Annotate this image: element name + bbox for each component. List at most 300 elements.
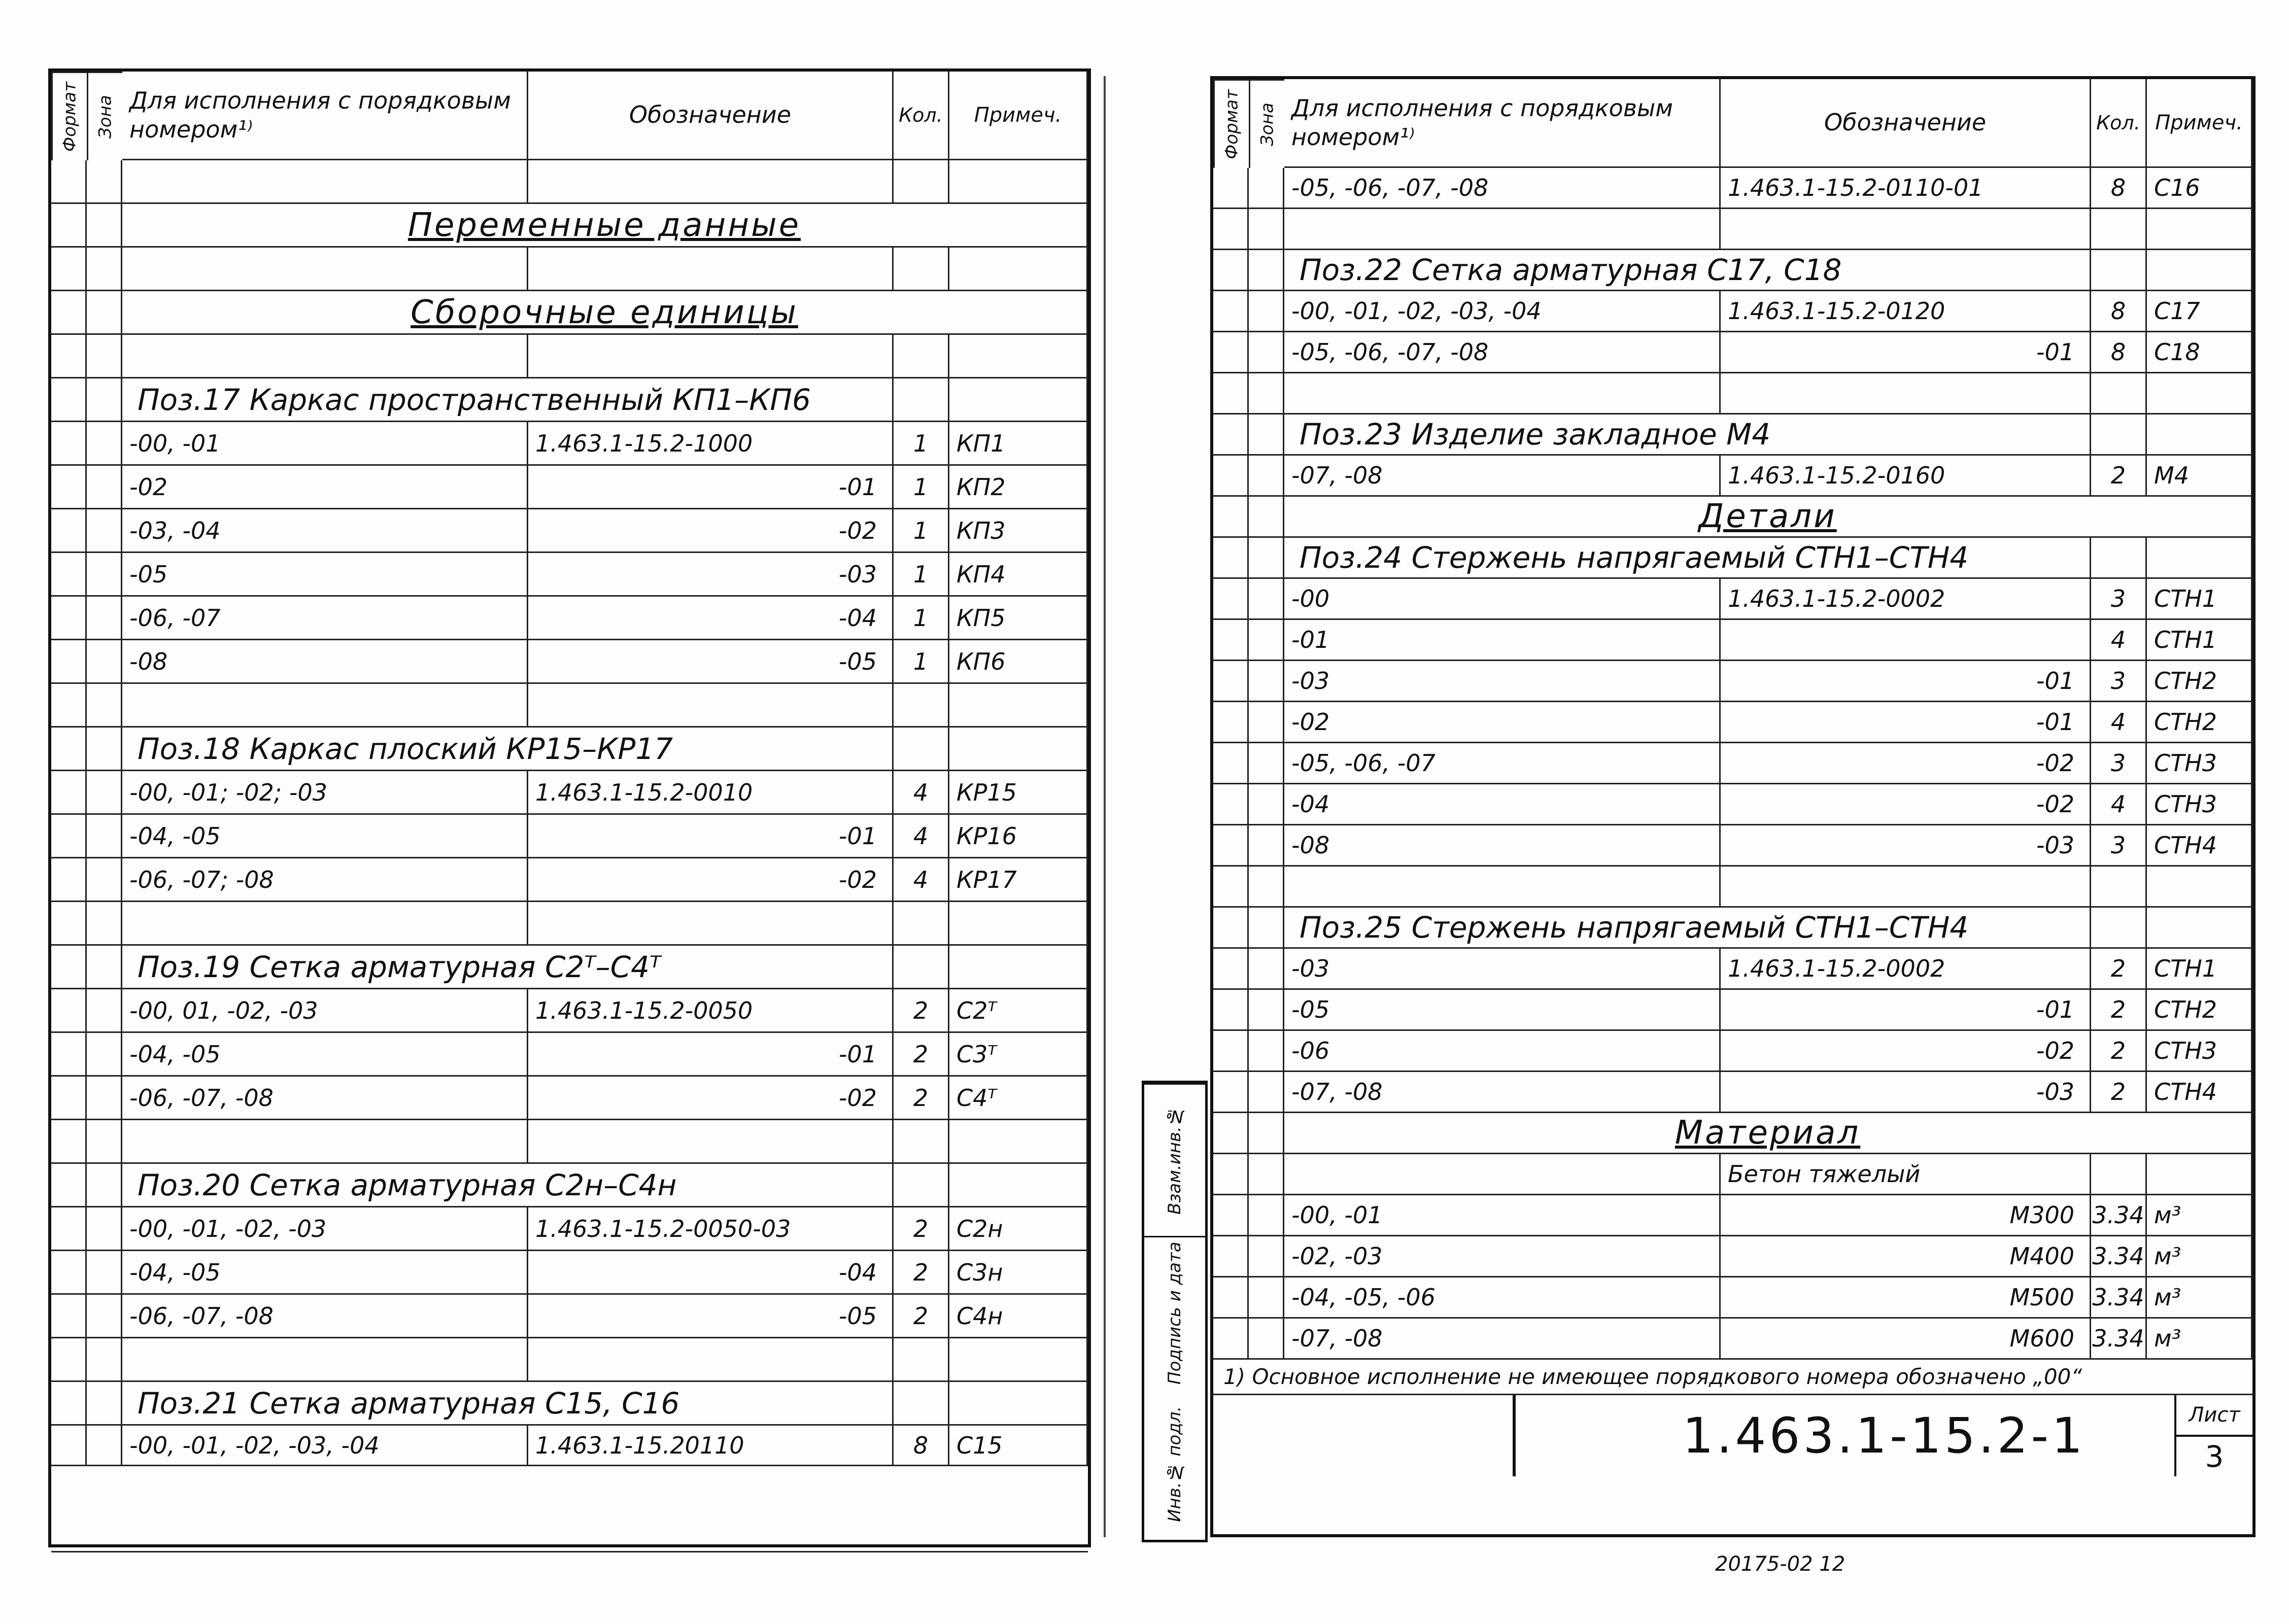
note-cell	[949, 946, 1088, 989]
variant-cell: -03	[1284, 949, 1721, 990]
zone-cell	[1249, 332, 1284, 373]
note-cell: С15	[949, 1426, 1088, 1466]
variant-cell: -06	[1284, 1031, 1721, 1072]
variant-cell	[1284, 373, 1721, 414]
header-quantity: Кол.	[2091, 79, 2147, 168]
variant-cell: -05, -06, -07	[1284, 743, 1721, 784]
format-cell	[1213, 1072, 1249, 1113]
variant-cell: -07, -08	[1284, 1319, 1721, 1360]
quantity-cell: 3.34	[2091, 1319, 2147, 1360]
note-cell	[2147, 250, 2252, 291]
note-cell	[949, 1338, 1088, 1382]
zone-cell	[1249, 414, 1284, 456]
note-cell	[2147, 538, 2252, 579]
note-cell	[2147, 908, 2252, 949]
sheet-label: Лист	[2189, 1403, 2240, 1427]
designation-cell: 1.463.1-15.2-0002	[1721, 949, 2091, 990]
designation-cell: -01	[528, 815, 894, 858]
designation-cell	[528, 160, 894, 204]
quantity-cell	[894, 248, 949, 291]
zone-cell	[1249, 373, 1284, 414]
designation-cell: -02	[528, 509, 894, 553]
zone-cell	[87, 466, 122, 509]
variant-cell	[122, 160, 528, 204]
quantity-cell: 2	[894, 1251, 949, 1295]
note-cell: СТН1	[2147, 620, 2252, 661]
section-title: Сборочные единицы	[122, 291, 1088, 335]
header-note: Примеч.	[949, 72, 1088, 160]
zone-cell	[87, 1426, 122, 1466]
format-cell	[51, 1382, 87, 1426]
variant-cell: -00, -01; -02; -03	[122, 771, 528, 815]
variant-cell: -05, -06, -07, -08	[1284, 332, 1721, 373]
zone-cell	[1249, 1236, 1284, 1277]
variant-cell: -05	[122, 553, 528, 597]
zone-cell	[1249, 784, 1284, 825]
format-cell	[1213, 825, 1249, 867]
zone-cell	[1249, 1319, 1284, 1360]
zone-cell	[87, 1164, 122, 1207]
designation-cell: -04	[528, 1251, 894, 1295]
zone-cell	[1249, 456, 1284, 497]
format-cell	[51, 1338, 87, 1382]
format-cell	[51, 1207, 87, 1251]
designation-cell: 1.463.1-15.2-0160	[1721, 456, 2091, 497]
designation-cell: -01	[1721, 990, 2091, 1031]
quantity-cell: 1	[894, 466, 949, 509]
note-cell: КР15	[949, 771, 1088, 815]
note-cell: М4	[2147, 456, 2252, 497]
variant-cell	[122, 335, 528, 378]
variant-cell: -06, -07, -08	[122, 1295, 528, 1338]
note-cell: СТН2	[2147, 990, 2252, 1031]
format-cell	[1213, 250, 1249, 291]
zone-cell	[87, 1207, 122, 1251]
note-cell: СТН3	[2147, 1031, 2252, 1072]
designation-cell: Бетон тяжелый	[1721, 1154, 2091, 1195]
format-cell	[1213, 620, 1249, 661]
format-cell	[1213, 1031, 1249, 1072]
variant-cell	[122, 1338, 528, 1382]
quantity-cell	[894, 335, 949, 378]
quantity-cell: 1	[894, 553, 949, 597]
format-cell	[51, 248, 87, 291]
format-cell	[1213, 168, 1249, 209]
position-heading: Поз.24 Стержень напрягаемый СТН1–СТН4	[1284, 538, 2091, 579]
format-cell	[51, 728, 87, 771]
note-cell	[949, 1164, 1088, 1207]
quantity-cell: 3	[2091, 661, 2147, 702]
sheet-number: 3	[2176, 1435, 2252, 1476]
note-cell: С4н	[949, 1295, 1088, 1338]
format-cell	[51, 291, 87, 335]
specification-sheet-2	[48, 68, 1091, 1547]
format-cell	[1213, 990, 1249, 1031]
margin-stamp-strip	[1142, 1081, 1208, 1542]
format-cell	[51, 989, 87, 1033]
quantity-cell	[894, 1164, 949, 1207]
variant-cell: -05	[1284, 990, 1721, 1031]
variant-cell: -06, -07, -08	[122, 1077, 528, 1120]
zone-cell	[1249, 250, 1284, 291]
variant-cell: -02	[122, 466, 528, 509]
zone-cell	[87, 553, 122, 597]
format-cell	[51, 422, 87, 466]
zone-cell	[1249, 867, 1284, 908]
designation-cell: 1.463.1-15.2-1000	[528, 422, 894, 466]
designation-cell: -01	[1721, 661, 2091, 702]
designation-cell: -03	[528, 553, 894, 597]
header-variant: Для исполнения с порядковым номером¹⁾	[122, 72, 528, 160]
format-cell	[1213, 661, 1249, 702]
variant-cell: -02, -03	[1284, 1236, 1721, 1277]
designation-cell: 1.463.1-15.2-0010	[528, 771, 894, 815]
quantity-cell: 1	[894, 640, 949, 684]
note-cell	[2147, 867, 2252, 908]
quantity-cell: 1	[894, 422, 949, 466]
quantity-cell: 4	[2091, 620, 2147, 661]
header-quantity: Кол.	[894, 72, 949, 160]
zone-cell	[87, 1295, 122, 1338]
designation-cell: М400	[1721, 1236, 2091, 1277]
note-cell: СТН4	[2147, 825, 2252, 867]
note-cell: С16	[2147, 168, 2252, 209]
zone-cell	[87, 1251, 122, 1295]
variant-cell: -05, -06, -07, -08	[1284, 168, 1721, 209]
variant-cell: -04, -05, -06	[1284, 1277, 1721, 1319]
note-cell	[949, 1120, 1088, 1164]
format-cell	[51, 1033, 87, 1077]
format-cell	[51, 640, 87, 684]
format-cell	[1213, 949, 1249, 990]
variant-cell: -02	[1284, 702, 1721, 743]
note-cell	[949, 160, 1088, 204]
designation-cell	[528, 1338, 894, 1382]
format-cell	[51, 684, 87, 728]
zone-cell	[87, 597, 122, 640]
quantity-cell: 4	[894, 858, 949, 902]
quantity-cell	[894, 728, 949, 771]
zone-cell	[87, 204, 122, 248]
margin-field-original-inventory: Инв.№ подл.	[1165, 1406, 1185, 1523]
position-heading: Поз.17 Каркас пространственный КП1–КП6	[122, 378, 894, 422]
format-cell	[1213, 332, 1249, 373]
note-cell: С2н	[949, 1207, 1088, 1251]
format-cell	[51, 204, 87, 248]
zone-cell	[87, 1120, 122, 1164]
quantity-cell	[2091, 250, 2147, 291]
quantity-cell: 2	[2091, 990, 2147, 1031]
variant-cell: -08	[1284, 825, 1721, 867]
zone-cell	[87, 684, 122, 728]
format-cell	[1213, 209, 1249, 250]
variant-cell	[1284, 209, 1721, 250]
variant-cell: -07, -08	[1284, 1072, 1721, 1113]
format-cell	[51, 1120, 87, 1164]
quantity-cell	[894, 1120, 949, 1164]
designation-cell: -02	[1721, 784, 2091, 825]
zone-cell	[1249, 291, 1284, 332]
zone-cell	[87, 248, 122, 291]
variant-cell	[122, 248, 528, 291]
section-title: Материал	[1284, 1113, 2252, 1154]
format-cell	[51, 509, 87, 553]
designation-cell	[528, 684, 894, 728]
position-heading: Поз.19 Сетка арматурная С2ᵀ–С4ᵀ	[122, 946, 894, 989]
quantity-cell	[894, 1338, 949, 1382]
note-cell: КР17	[949, 858, 1088, 902]
format-cell	[1213, 456, 1249, 497]
quantity-cell	[894, 946, 949, 989]
quantity-cell: 8	[894, 1426, 949, 1466]
note-cell	[2147, 209, 2252, 250]
quantity-cell: 4	[2091, 784, 2147, 825]
quantity-cell: 2	[894, 1077, 949, 1120]
zone-cell	[87, 378, 122, 422]
quantity-cell	[894, 160, 949, 204]
format-cell	[51, 771, 87, 815]
format-cell	[1213, 538, 1249, 579]
quantity-cell: 4	[2091, 702, 2147, 743]
quantity-cell	[894, 902, 949, 946]
zone-cell	[1249, 579, 1284, 620]
note-cell: КП3	[949, 509, 1088, 553]
designation-cell: -02	[528, 858, 894, 902]
header-zone: Зона	[1249, 79, 1284, 168]
quantity-cell: 2	[894, 1207, 949, 1251]
designation-cell: М300	[1721, 1195, 2091, 1236]
zone-cell	[1249, 825, 1284, 867]
quantity-cell: 2	[894, 1295, 949, 1338]
variant-cell: -00, -01, -02, -03, -04	[122, 1426, 528, 1466]
format-cell	[1213, 743, 1249, 784]
header-zone: Зона	[87, 72, 122, 160]
note-cell	[2147, 414, 2252, 456]
quantity-cell: 3.34	[2091, 1195, 2147, 1236]
format-cell	[1213, 702, 1249, 743]
designation-cell: -03	[1721, 1072, 2091, 1113]
note-cell	[2147, 1154, 2252, 1195]
quantity-cell	[2091, 414, 2147, 456]
designation-cell: -04	[528, 597, 894, 640]
header-designation: Обозначение	[1721, 79, 2091, 168]
note-cell: СТН1	[2147, 579, 2252, 620]
note-cell: м³	[2147, 1195, 2252, 1236]
zone-cell	[1249, 497, 1284, 538]
quantity-cell: 3.34	[2091, 1277, 2147, 1319]
designation-cell: -03	[1721, 825, 2091, 867]
note-cell	[949, 902, 1088, 946]
format-cell	[1213, 414, 1249, 456]
zone-cell	[87, 335, 122, 378]
note-cell: С3н	[949, 1251, 1088, 1295]
quantity-cell	[894, 378, 949, 422]
zone-cell	[87, 1338, 122, 1382]
format-cell	[1213, 1236, 1249, 1277]
zone-cell	[1249, 661, 1284, 702]
zone-cell	[1249, 1195, 1284, 1236]
designation-cell: -02	[528, 1077, 894, 1120]
quantity-cell	[894, 684, 949, 728]
format-cell	[51, 1164, 87, 1207]
format-cell	[51, 378, 87, 422]
zone-cell	[87, 291, 122, 335]
note-cell	[2147, 373, 2252, 414]
quantity-cell: 3	[2091, 579, 2147, 620]
variant-cell: -00	[1284, 579, 1721, 620]
note-cell: СТН3	[2147, 743, 2252, 784]
note-cell: м³	[2147, 1277, 2252, 1319]
quantity-cell: 2	[2091, 1072, 2147, 1113]
header-format: Формат	[51, 72, 87, 160]
note-cell	[949, 378, 1088, 422]
designation-cell: 1.463.1-15.2-0050-03	[528, 1207, 894, 1251]
zone-cell	[87, 815, 122, 858]
variant-cell: -04, -05	[122, 1033, 528, 1077]
quantity-cell	[2091, 209, 2147, 250]
quantity-cell: 2	[2091, 1031, 2147, 1072]
quantity-cell	[2091, 908, 2147, 949]
format-cell	[51, 858, 87, 902]
header-format: Формат	[1213, 79, 1249, 168]
quantity-cell: 2	[894, 989, 949, 1033]
designation-cell: -05	[528, 640, 894, 684]
variant-cell: -00, -01	[122, 422, 528, 466]
note-cell	[949, 1382, 1088, 1426]
designation-cell	[528, 902, 894, 946]
designation-cell: 1.463.1-15.20110	[528, 1426, 894, 1466]
format-cell	[1213, 1154, 1249, 1195]
designation-cell	[1721, 373, 2091, 414]
quantity-cell	[2091, 538, 2147, 579]
format-cell	[51, 597, 87, 640]
note-cell: С17	[2147, 291, 2252, 332]
variant-cell	[122, 684, 528, 728]
zone-cell	[87, 160, 122, 204]
quantity-cell	[894, 1382, 949, 1426]
zone-cell	[1249, 1113, 1284, 1154]
zone-cell	[87, 728, 122, 771]
zone-cell	[87, 1077, 122, 1120]
sheet-separator	[1104, 76, 1106, 1537]
position-heading: Поз.23 Изделие закладное М4	[1284, 414, 2091, 456]
note-cell: КП2	[949, 466, 1088, 509]
format-cell	[1213, 373, 1249, 414]
designation-cell: М500	[1721, 1277, 2091, 1319]
header-note: Примеч.	[2147, 79, 2252, 168]
section-title: Детали	[1284, 497, 2252, 538]
quantity-cell: 4	[894, 815, 949, 858]
format-cell	[51, 335, 87, 378]
zone-cell	[1249, 1072, 1284, 1113]
quantity-cell: 1	[894, 509, 949, 553]
quantity-cell: 8	[2091, 168, 2147, 209]
variant-cell: -03, -04	[122, 509, 528, 553]
format-cell	[51, 160, 87, 204]
margin-field-replacement: Взам.инв.№	[1144, 1083, 1205, 1236]
note-cell: КП5	[949, 597, 1088, 640]
designation-cell	[1721, 209, 2091, 250]
spacer-row	[51, 1466, 1088, 1552]
zone-cell	[1249, 168, 1284, 209]
zone-cell	[1249, 743, 1284, 784]
format-cell	[51, 902, 87, 946]
zone-cell	[1249, 990, 1284, 1031]
variant-cell: -04	[1284, 784, 1721, 825]
quantity-cell: 2	[2091, 456, 2147, 497]
format-cell	[1213, 1113, 1249, 1154]
variant-cell	[122, 1120, 528, 1164]
format-cell	[1213, 784, 1249, 825]
variant-cell: -04, -05	[122, 1251, 528, 1295]
format-cell	[51, 815, 87, 858]
footnote: 1) Основное исполнение не имеющее порядкового номера обозначено „00“	[1213, 1360, 2252, 1395]
note-cell: С3ᵀ	[949, 1033, 1088, 1077]
note-cell: С4ᵀ	[949, 1077, 1088, 1120]
format-cell	[51, 1251, 87, 1295]
zone-cell	[87, 902, 122, 946]
quantity-cell: 3.34	[2091, 1236, 2147, 1277]
format-cell	[51, 466, 87, 509]
format-cell	[1213, 1195, 1249, 1236]
position-heading: Поз.21 Сетка арматурная С15, С16	[122, 1382, 894, 1426]
zone-cell	[1249, 949, 1284, 990]
section-title: Переменные данные	[122, 204, 1088, 248]
note-cell: СТН2	[2147, 702, 2252, 743]
zone-cell	[87, 422, 122, 466]
zone-cell	[87, 946, 122, 989]
quantity-cell: 3	[2091, 825, 2147, 867]
designation-cell: -05	[528, 1295, 894, 1338]
designation-cell	[528, 248, 894, 291]
zone-cell	[1249, 702, 1284, 743]
note-cell: СТН3	[2147, 784, 2252, 825]
note-cell: КП1	[949, 422, 1088, 466]
note-cell	[949, 684, 1088, 728]
note-cell	[949, 335, 1088, 378]
position-heading: Поз.20 Сетка арматурная С2н–С4н	[122, 1164, 894, 1207]
quantity-cell	[2091, 867, 2147, 908]
variant-cell: -04, -05	[122, 815, 528, 858]
note-cell: КП4	[949, 553, 1088, 597]
designation-cell	[1721, 620, 2091, 661]
variant-cell: -06, -07	[122, 597, 528, 640]
variant-cell: -03	[1284, 661, 1721, 702]
variant-cell: -00, -01, -02, -03	[122, 1207, 528, 1251]
position-heading: Поз.22 Сетка арматурная С17, С18	[1284, 250, 2091, 291]
variant-cell	[1284, 1154, 1721, 1195]
zone-cell	[1249, 538, 1284, 579]
designation-cell: -01	[1721, 332, 2091, 373]
archive-code: 20175-02 12	[1715, 1552, 1846, 1576]
designation-cell: -01	[1721, 702, 2091, 743]
designation-cell	[528, 1120, 894, 1164]
designation-cell: 1.463.1-15.2-0120	[1721, 291, 2091, 332]
sheet-number-box	[2174, 1395, 2252, 1476]
note-cell	[949, 728, 1088, 771]
note-cell: КП6	[949, 640, 1088, 684]
variant-cell	[1284, 867, 1721, 908]
format-cell	[51, 946, 87, 989]
variant-cell: -00, 01, -02, -03	[122, 989, 528, 1033]
variant-cell	[122, 902, 528, 946]
format-cell	[1213, 291, 1249, 332]
drawing-code: 1.463.1-15.2-1	[1682, 1407, 2086, 1464]
quantity-cell: 8	[2091, 291, 2147, 332]
designation-cell: -01	[528, 1033, 894, 1077]
quantity-cell: 8	[2091, 332, 2147, 373]
zone-cell	[1249, 1031, 1284, 1072]
